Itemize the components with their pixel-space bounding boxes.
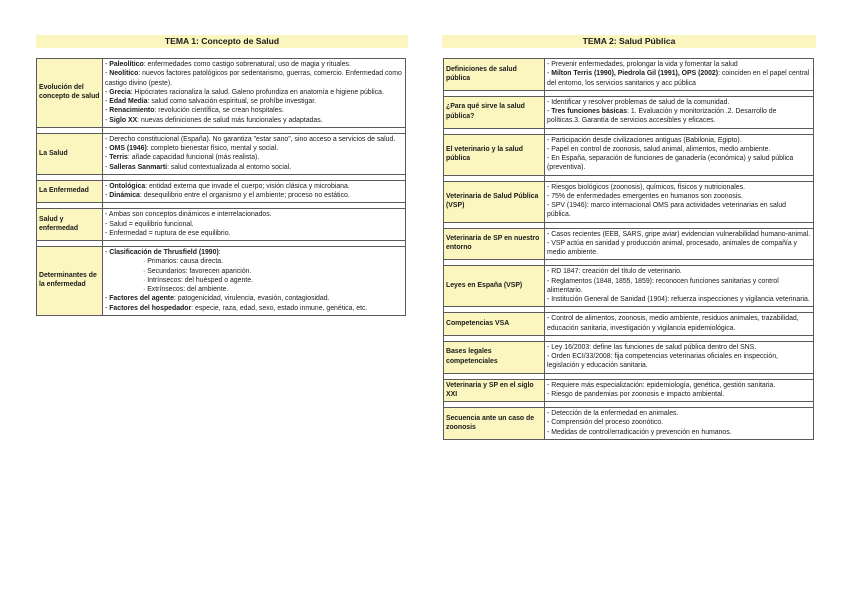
bullet-item: - Terris: añade capacidad funcional (más realista). [105, 154, 260, 162]
bullet-bold-term: Salleras Sanmarti [109, 163, 168, 171]
bullet-text: Papel en control de zoonosis, salud animal, alimentos, medio ambiente. [551, 145, 771, 153]
table-row [37, 133, 406, 174]
row-content [103, 209, 406, 241]
bullet-text: Enfermedad = ruptura de ese equilibrio. [109, 229, 231, 237]
bullet-bold-term: Renacimiento [109, 107, 155, 115]
bullet-bold-term: Neolítico [109, 70, 139, 78]
bullet-item: - Medidas de control/erradicación y prevención en humanos. [547, 428, 732, 436]
table-row [37, 180, 406, 203]
bullet-text: Riesgo de pandemias por zoonosis e impacto ambiental. [551, 390, 725, 398]
bullet-text: Requiere más especialización: epidemiología, genética, gestión sanitaria. [551, 381, 776, 389]
bullet-item: - Salud = equilibrio funcional. [105, 220, 194, 228]
bullet-text: 75% de enfermedades emergentes en humanos son zoonosis. [551, 192, 743, 200]
bullet-text: Orden ECI/33/2008: fija competencias veterinarias oficiales en inspección, legislación y educación sanitaria. [547, 353, 778, 370]
bullet-bold-term: Edad Media [109, 98, 148, 105]
bullet-item: - Identificar y resolver problemas de salud de la comunidad. [547, 98, 730, 106]
bullet-bold-term: OMS (1946) [109, 145, 147, 152]
bullet-item: - Neolítico: nuevos factores patológicos por sedentarismo, guerras, comercio. Enfermedad como castigo divino (peste). [105, 70, 402, 87]
bullet-text: Ambas son conceptos dinámicos e interrelacionados. [108, 211, 272, 219]
row-key: Definiciones de salud pública [444, 59, 545, 91]
table-row [444, 341, 814, 373]
bullet-text: : nuevas definiciones de salud más funcionales y adaptadas. [137, 116, 323, 124]
tema1-table [36, 58, 406, 316]
bullet-item: - 75% de enfermedades emergentes en humanos son zoonosis. [547, 192, 743, 200]
bullet-item: - Grecia: Hipócrates racionaliza la salud. Galeno profundiza en anatomía e higiene pública. [105, 88, 384, 96]
bullet-text: Prevenir enfermedades, prolongar la vida y fomentar la salud [551, 61, 738, 68]
row-content [545, 313, 814, 336]
bullet-item: - Riesgo de pandemias por zoonosis e impacto ambiental. [547, 390, 725, 398]
table-row [37, 59, 406, 128]
bullet-item: - OMS (1946): completo bienestar físico, mental y social. [105, 145, 279, 152]
bullet-item: - Comprensión del proceso zoonótico. [547, 419, 664, 427]
bullet-item: - Edad Media: salud como salvación espiritual, se prohíbe investigar. [105, 98, 317, 105]
bullet-bold-term: Terris [109, 154, 128, 162]
bullet-item: - Paleolítico: enfermedades como castigo sobrenatural; uso de magia y rituales. [105, 61, 351, 68]
row-content [545, 266, 814, 307]
bullet-item: - Reglamentos (1848, 1855, 1859): reconocen funciones sanitarias y control alimentario. [547, 277, 779, 294]
bullet-bold-term: Ontológica [109, 182, 146, 190]
row-content [545, 181, 814, 222]
bullet-bold-term: Dinámica [109, 192, 140, 199]
bullet-text: Derecho constitucional (España). No garantiza "estar sano", sino acceso a servicios de salud. [109, 135, 396, 143]
bullet-text: : revolución científica, se crean hospitales. [154, 107, 284, 115]
bullet-item: - Salleras Sanmarti: salud contextualizada al entorno social. [105, 163, 292, 171]
bullet-item: - Detección de la enfermedad en animales. [547, 410, 679, 417]
bullet-text: Riesgos biológicos (zoonosis), químicos, físicos y nutricionales. [551, 183, 746, 191]
bullet-text: Identificar y resolver problemas de salud de la comunidad. [551, 98, 730, 106]
bullet-text: : especie, raza, edad, sexo, estado inmune, genética, etc. [191, 304, 368, 312]
bullet-item: - Siglo XX: nuevas definiciones de salud más funcionales y adaptadas. [105, 116, 323, 124]
table-row [444, 59, 814, 91]
row-content [545, 96, 814, 128]
bullet-text: : entidad externa que invade el cuerpo; visión clásica y microbiana. [145, 182, 350, 190]
bullet-bold-term: Grecia [109, 88, 131, 96]
bullet-bold-term: Tres funciones básicas [551, 108, 628, 115]
bullet-bold-term: Factores del hospedador [109, 304, 192, 312]
table-row [37, 209, 406, 241]
bullet-item: - RD 1847: creación del título de veterinario. [547, 268, 682, 276]
bullet-item: - VSP actúa en sanidad y producción animal, procesado, animales de compañía y medio ambiente. [547, 239, 798, 256]
bullet-text: : salud contextualizada al entorno social. [167, 163, 292, 171]
bullet-item: - Riesgos biológicos (zoonosis), químicos, físicos y nutricionales. [547, 183, 746, 191]
bullet-item: - En España, separación de funciones de ganadería (económica) y salud pública (preventiva). [547, 155, 794, 172]
bullet-text: Control de alimentos, zoonosis, medio ambiente, residuos animales, trazabilidad, educación sanitaria, investigación y vigilancia epidemiológica. [547, 315, 799, 332]
row-content [103, 59, 406, 128]
bullet-item: - Papel en control de zoonosis, salud animal, alimentos, medio ambiente. [547, 145, 771, 153]
bullet-item: - Casos recientes (EEB, SARS, gripe aviar) evidencian vulnerabilidad humano-animal. [547, 230, 811, 238]
bullet-text: Medidas de control/erradicación y prevención en humanos. [551, 428, 732, 436]
row-key: El veterinario y la salud pública [444, 134, 545, 175]
row-content [103, 133, 406, 174]
tema2-title: TEMA 2: Salud Pública [442, 35, 816, 48]
bullet-text: SPV (1946): marco internacional OMS para actividades veterinarias en salud pública. [547, 202, 787, 219]
bullet-item: - Clasificación de Thrusfield (1990): [105, 249, 221, 256]
bullet-bold-term: Paleolítico [109, 61, 144, 68]
row-content [545, 59, 814, 91]
bullet-item: - Derecho constitucional (España). No garantiza "estar sano", sino acceso a servicios de salud. [105, 135, 396, 143]
bullet-text: Detección de la enfermedad en animales. [551, 410, 679, 417]
bullet-item: - Tres funciones básicas: 1. Evaluación y monitorización .2. Desarrollo de políticas.3. Garantía de servicios accesibles y eficaces. [547, 108, 777, 125]
row-key: Determinantes de la enfermedad [37, 247, 103, 316]
bullet-text: Comprensión del proceso zoonótico. [551, 419, 664, 427]
bullet-text: VSP actúa en sanidad y producción animal, procesado, animales de compañía y medio ambiente. [547, 239, 798, 256]
row-key: La Enfermedad [37, 180, 103, 203]
sub-item: · Intrínsecos: del huésped o agente. [143, 276, 253, 284]
bullet-text: Ley 16/2003: define las funciones de salud pública dentro del SNS. [551, 343, 757, 351]
bullet-bold-term: Factores del agente [109, 295, 174, 303]
row-content [545, 408, 814, 440]
sub-item: · Extrínsecos: del ambiente. [143, 286, 229, 293]
table-row [444, 228, 814, 260]
table-row [444, 134, 814, 175]
bullet-item: - Enfermedad = ruptura de ese equilibrio. [105, 229, 231, 237]
row-key: Leyes en España (VSP) [444, 266, 545, 307]
bullet-item: - Ontológica: entidad externa que invade el cuerpo; visión clásica y microbiana. [105, 182, 350, 190]
bullet-text: Institución General de Sanidad (1904): refuerza inspecciones y vigilancia veterinaria. [551, 296, 810, 303]
bullet-item: - Orden ECI/33/2008: fija competencias veterinarias oficiales en inspección, legislación y educación sanitaria. [547, 353, 778, 370]
bullet-text: : [218, 249, 221, 256]
row-key: Evolución del concepto de salud [37, 59, 103, 128]
row-key: Veterinaria de Salud Pública (VSP) [444, 181, 545, 222]
bullet-text: : 1. Evaluación y monitorización .2. Desarrollo de políticas.3. Garantía de servicios accesibles y eficaces. [547, 108, 777, 125]
bullet-item: - Requiere más especialización: epidemiología, genética, gestión sanitaria. [547, 381, 776, 389]
bullet-text: En España, separación de funciones de ganadería (económica) y salud pública (preventiva). [547, 155, 794, 172]
bullet-text: Reglamentos (1848, 1855, 1859): reconocen funciones sanitarias y control alimentario. [547, 277, 779, 294]
bullet-text: : salud como salvación espiritual, se prohíbe investigar. [147, 98, 317, 105]
row-key: Bases legales competenciales [444, 341, 545, 373]
bullet-text: : enfermedades como castigo sobrenatural; uso de magia y rituales. [143, 61, 351, 68]
table-row [444, 266, 814, 307]
table-row [444, 408, 814, 440]
row-content [545, 341, 814, 373]
bullet-item: - Milton Terris (1990), Piedrola Gil (1991), OPS (2002): coinciden en el papel central del entorno, los servicios sanitarios y acc pública [547, 70, 810, 87]
tema2-table [443, 58, 814, 440]
table-row [444, 181, 814, 222]
bullet-item: - Factores del agente: patogenicidad, virulencia, evasión, contagiosidad. [105, 295, 330, 303]
bullet-bold-term: Clasificación de Thrusfield (1990) [109, 249, 219, 256]
row-key: Salud y enfermedad [37, 209, 103, 241]
bullet-text: Casos recientes (EEB, SARS, gripe aviar) evidencian vulnerabilidad humano-animal. [551, 230, 811, 238]
row-content [545, 228, 814, 260]
bullet-text: : nuevos factores patológicos por sedentarismo, guerras, comercio. Enfermedad como castigo divino (peste). [105, 70, 402, 87]
bullet-bold-term: Milton Terris (1990), Piedrola Gil (1991), OPS (2002) [551, 70, 719, 78]
bullet-text: RD 1847: creación del título de veterinario. [551, 268, 682, 276]
row-key: Veterinaria y SP en el siglo XXI [444, 379, 545, 402]
row-key: ¿Para qué sirve la salud pública? [444, 96, 545, 128]
bullet-item: - Ley 16/2003: define las funciones de salud pública dentro del SNS. [547, 343, 757, 351]
sub-item: · Primarios: causa directa. [143, 258, 224, 266]
row-content [545, 134, 814, 175]
bullet-item: - Ambas son conceptos dinámicos e interrelacionados. [105, 211, 272, 219]
bullet-item: - Prevenir enfermedades, prolongar la vida y fomentar la salud [547, 61, 738, 68]
bullet-text: : patogenicidad, virulencia, evasión, contagiosidad. [173, 295, 330, 303]
row-key: La Salud [37, 133, 103, 174]
bullet-item: - Participación desde civilizaciones antiguas (Babilonia, Egipto). [547, 136, 742, 144]
bullet-text: : añade capacidad funcional (más realista). [127, 154, 260, 162]
bullet-item: - SPV (1946): marco internacional OMS para actividades veterinarias en salud pública. [547, 202, 787, 219]
bullet-text: Salud = equilibrio funcional. [109, 220, 194, 228]
table-row [37, 247, 406, 316]
bullet-item: - Factores del hospedador: especie, raza, edad, sexo, estado inmune, genética, etc. [105, 304, 368, 312]
row-key: Competencias VSA [444, 313, 545, 336]
bullet-item: - Control de alimentos, zoonosis, medio ambiente, residuos animales, trazabilidad, educación sanitaria, investigación y vigilancia epidemiológica. [547, 315, 799, 332]
bullet-text: : completo bienestar físico, mental y social. [146, 145, 279, 152]
row-key: Veterinaria de SP en nuestro entorno [444, 228, 545, 260]
bullet-item: - Renacimiento: revolución científica, se crean hospitales. [105, 107, 284, 115]
bullet-bold-term: Siglo XX [109, 116, 138, 124]
bullet-item: - Institución General de Sanidad (1904): refuerza inspecciones y vigilancia veterinaria. [547, 296, 810, 303]
table-row [444, 96, 814, 128]
table-row [444, 379, 814, 402]
bullet-text: : desequilibrio entre el organismo y el ambiente; proceso no estático. [139, 192, 350, 199]
bullet-item: - Dinámica: desequilibrio entre el organismo y el ambiente; proceso no estático. [105, 192, 350, 199]
sub-item: · Secundarios: favorecen aparición. [143, 267, 252, 275]
bullet-text: : Hipócrates racionaliza la salud. Galeno profundiza en anatomía e higiene pública. [130, 88, 384, 96]
bullet-text: : coinciden en el papel central del entorno, los servicios sanitarios y acc pública [547, 70, 810, 87]
row-key: Secuencia ante un caso de zoonosis [444, 408, 545, 440]
row-content [103, 180, 406, 203]
row-content [103, 247, 406, 316]
tema1-title: TEMA 1: Concepto de Salud [36, 35, 408, 48]
bullet-text: Participación desde civilizaciones antiguas (Babilonia, Egipto). [551, 136, 742, 144]
row-content [545, 379, 814, 402]
table-row [444, 313, 814, 336]
